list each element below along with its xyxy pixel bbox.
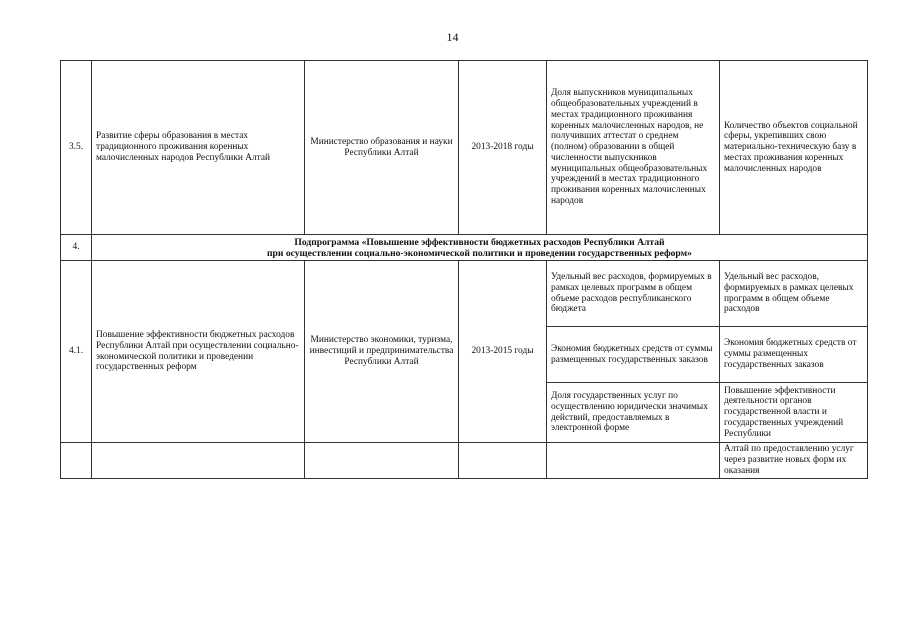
subprogram-title-line-2: при осуществлении социально-экономической политики и проведении государственных реформ»: [267, 247, 692, 259]
expected-result: Количество объектов социальной сферы, укрепивших свою материально-техническую базу в местах проживания коренных малочисленных народов: [720, 61, 868, 235]
continuation-row: [61, 443, 868, 479]
indicator: Доля выпускников муниципальных общеобразовательных учреждений в местах традиционного проживания коренных малочисленных народов, не получивших аттестат о среднем (полном) образовании в общей численности выпускников муниципальных общеобразовательных учреждений в местах традиционного проживания коренных малочисленных народов: [547, 61, 720, 235]
expected-result: Удельный вес расходов, формируемых в рамках целевых программ в общем объеме расходов: [720, 261, 868, 327]
expected-result-continuation: Алтай по предоставлению услуг через развитие новых форм их оказания: [720, 443, 868, 479]
indicator: Удельный вес расходов, формируемых в рамках целевых программ в общем объеме расходов республиканского бюджета: [547, 261, 720, 327]
table-row: [61, 261, 868, 327]
subprogram-title: [92, 235, 868, 261]
empty-cell: [92, 443, 305, 479]
row-number: 4.: [61, 235, 92, 261]
subprogram-title-line-1: Подпрограмма «Повышение эффективности бюджетных расходов Республики Алтай: [294, 236, 665, 248]
activity-name: Развитие сферы образования в местах традиционного проживания коренных малочисленных народов Республики Алтай: [92, 61, 305, 235]
table-row: [61, 61, 868, 235]
indicator: Экономия бюджетных средств от суммы размещенных государственных заказов: [547, 327, 720, 383]
row-number: 3.5.: [61, 61, 92, 235]
executor: Министерство образования и науки Республики Алтай: [305, 61, 459, 235]
subprogram-row: [61, 235, 868, 261]
empty-cell: [459, 443, 547, 479]
empty-cell: [547, 443, 720, 479]
expected-result: Экономия бюджетных средств от суммы размещенных государственных заказов: [720, 327, 868, 383]
program-table: [60, 60, 868, 479]
period: 2013-2018 годы: [459, 61, 547, 235]
empty-cell: [61, 443, 92, 479]
row-number: 4.1.: [61, 261, 92, 443]
expected-result: Повышение эффективности деятельности органов государственной власти и государственных учреждений Республики: [720, 383, 868, 443]
activity-name: Повышение эффективности бюджетных расходов Республики Алтай при осуществлении социально-экономической политики и проведении государственных реформ: [92, 261, 305, 443]
executor: Министерство экономики, туризма, инвестиций и предпринимательства Республики Алтай: [305, 261, 459, 443]
empty-cell: [305, 443, 459, 479]
page-number: 14: [446, 30, 459, 44]
period: 2013-2015 годы: [459, 261, 547, 443]
indicator: Доля государственных услуг по осуществлению юридически значимых действий, предоставляемых в электронной форме: [547, 383, 720, 443]
